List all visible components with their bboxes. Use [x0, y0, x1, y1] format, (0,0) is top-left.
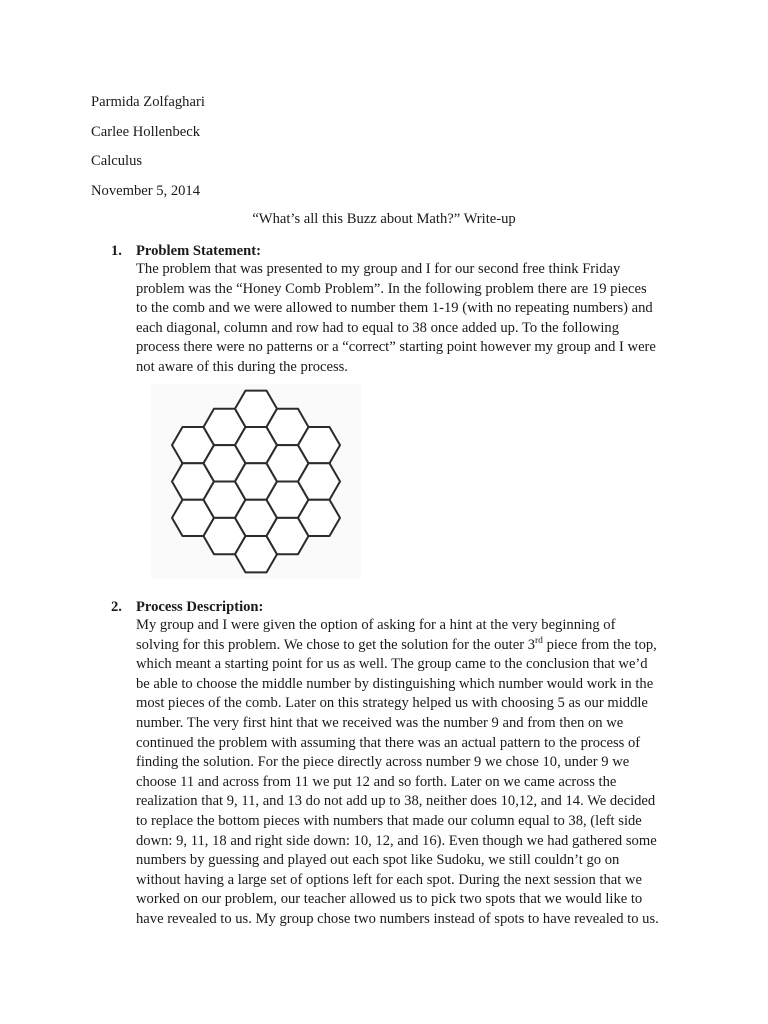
section-2-line: worked on our problem, our teacher allowed us to pick two spots that we would like to — [136, 891, 643, 908]
section-2-line: number. The very first hint that we received was the number 9 and from then on we — [136, 714, 624, 731]
course-name: Calculus — [91, 153, 143, 169]
author-name: Parmida Zolfaghari — [91, 94, 205, 110]
section-2-line: continued the problem with assuming that there was an actual pattern to the process of — [136, 734, 641, 751]
section-1-line: each diagonal, column and row had to equal to 38 once added up. To the following — [136, 319, 620, 336]
section-2-line: finding the solution. For the piece directly across number 9 we chose 10, under 9 we — [136, 754, 630, 771]
section-1-line: process there were no patterns or a “correct” starting point however my group and I were — [136, 339, 656, 356]
document-date: November 5, 2014 — [91, 183, 201, 199]
honeycomb-cell — [298, 500, 340, 536]
section-2-line: to replace the bottom pieces with numbers that made our column equal to 38, (left side — [136, 812, 642, 829]
honeycomb-cell — [298, 463, 340, 499]
section-1-number: 1. — [111, 243, 122, 259]
section-1-line: problem was the “Honey Comb Problem”. In the following problem there are 19 pieces — [136, 280, 647, 297]
section-2-line: My group and I were given the option of asking for a hint at the very beginning of — [136, 617, 616, 633]
section-2-number: 2. — [111, 599, 122, 615]
section-2-body — [136, 616, 696, 930]
section-1-line: The problem that was presented to my group and I for our second free think Friday — [136, 261, 621, 277]
section-1-line: not aware of this during the process. — [136, 358, 348, 375]
section-2-line: down: 9, 11, 18 and right side down: 10, 12, and 16). Even though we had gathered some — [136, 832, 657, 849]
section-1-body — [136, 260, 696, 378]
section-2-line: choose 11 and across from 11 we put 12 and so forth. Later on we came across the — [136, 773, 617, 790]
ordinal-superscript: rd — [535, 635, 543, 646]
line-text: solving for this problem. We chose to get the solution for the outer 3 — [136, 636, 536, 653]
section-2-line: numbers by guessing and played out each spot like Sudoku, we still couldn’t go on — [136, 852, 620, 869]
section-1-line: to the comb and we were allowed to number them 1-19 (with no repeating numbers) and — [136, 300, 653, 317]
section-2-heading: Process Description: — [136, 599, 264, 615]
section-2-line-with-superscript — [136, 636, 696, 656]
teacher-name: Carlee Hollenbeck — [91, 124, 200, 140]
section-2-line: be able to choose the middle number by distinguishing which number would work in the — [136, 675, 654, 692]
honeycomb-figure — [151, 384, 361, 579]
honeycomb-cell — [298, 427, 340, 463]
document-title: “What’s all this Buzz about Math?” Write-up — [252, 211, 516, 227]
section-2-line: most pieces of the comb. Later on this strategy helped us with choosing 5 as our middle — [136, 695, 648, 712]
section-2-line: which meant a starting point for us as well. The group came to the conclusion that we’d — [136, 656, 648, 673]
section-1-heading: Problem Statement: — [136, 243, 261, 259]
section-2-line: have revealed to us. My group chose two numbers instead of spots to have revealed to us. — [136, 910, 659, 927]
line-text: piece from the top, — [542, 636, 657, 653]
section-2-line: realization that 9, 11, and 13 do not add up to 38, neither does 10,12, and 14. We decided — [136, 793, 656, 810]
section-2-line: without having a large set of options left for each spot. During the next session that we — [136, 871, 642, 888]
